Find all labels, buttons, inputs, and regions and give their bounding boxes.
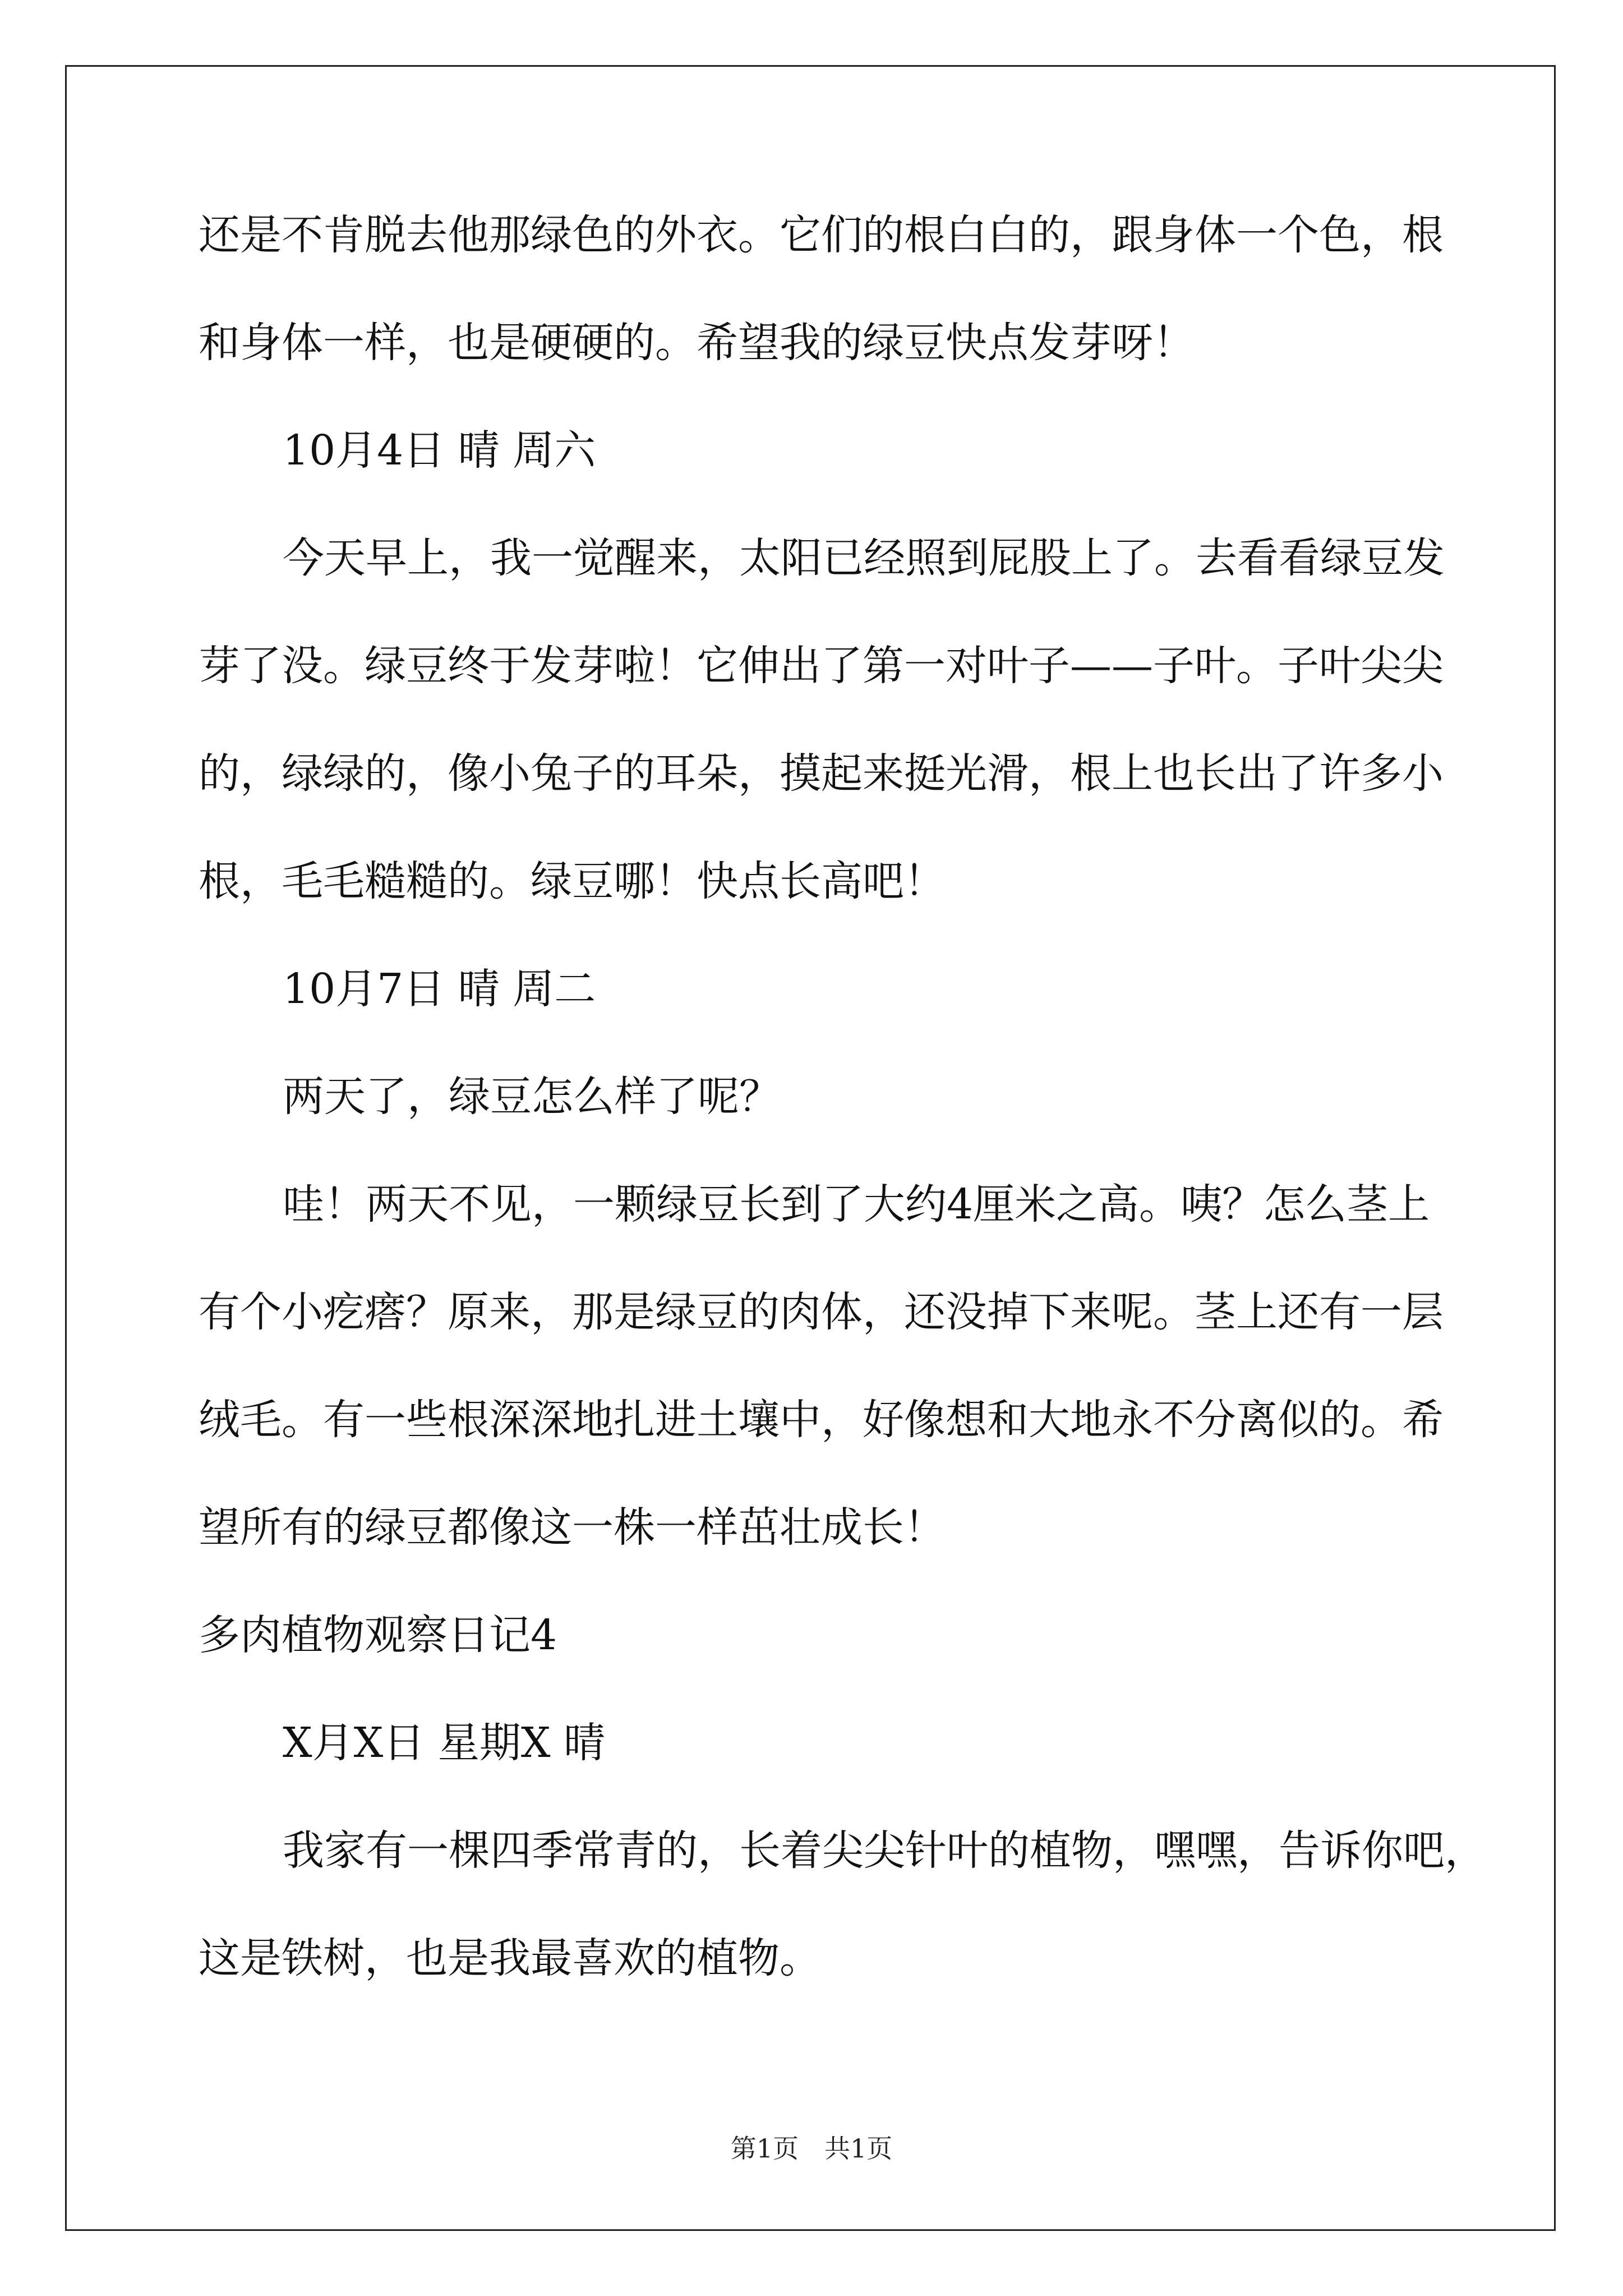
page-footer: 第1页 共1页 — [730, 2133, 893, 2164]
paragraph-line: 有个小疙瘩？原来，那是绿豆的肉体，还没掉下来呢。茎上还有一层 — [199, 1288, 1444, 1336]
page-border — [65, 65, 1556, 2231]
paragraph-line: 的，绿绿的，像小兔子的耳朵，摸起来挺光滑，根上也长出了许多小 — [199, 749, 1444, 798]
diary-date-heading: 10月7日 晴 周二 — [283, 965, 596, 1013]
paragraph-line: 哇！两天不见，一颗绿豆长到了大约4厘米之高。咦？怎么茎上 — [283, 1180, 1430, 1228]
paragraph-line: 根，毛毛糙糙的。绿豆哪！快点长高吧！ — [199, 857, 946, 905]
paragraph-line: 今天早上，我一觉醒来，太阳已经照到屁股上了。去看看绿豆发 — [283, 534, 1445, 582]
diary-date-heading: X月X日 星期X 晴 — [283, 1719, 606, 1767]
paragraph-line: 两天了，绿豆怎么样了呢？ — [283, 1073, 781, 1121]
paragraph-line: 这是铁树，也是我最喜欢的植物。 — [199, 1934, 821, 1982]
paragraph-line: 望所有的绿豆都像这一株一样茁壮成长！ — [199, 1503, 946, 1552]
paragraph-line: 还是不肯脱去他那绿色的外衣。它们的根白白的，跟身体一个色，根 — [199, 211, 1444, 259]
diary-date-heading: 10月4日 晴 周六 — [283, 426, 596, 475]
paragraph-line: 绒毛。有一些根深深地扎进土壤中，好像想和大地永不分离似的。希 — [199, 1396, 1444, 1444]
paragraph-line: 和身体一样，也是硬硬的。希望我的绿豆快点发芽呀！ — [199, 319, 1195, 367]
paragraph-line: 我家有一棵四季常青的，长着尖尖针叶的植物，嘿嘿，告诉你吧， — [283, 1826, 1486, 1875]
paragraph-line: 芽了没。绿豆终于发芽啦！它伸出了第一对叶子——子叶。子叶尖尖 — [199, 642, 1444, 690]
section-title: 多肉植物观察日记4 — [199, 1611, 557, 1659]
